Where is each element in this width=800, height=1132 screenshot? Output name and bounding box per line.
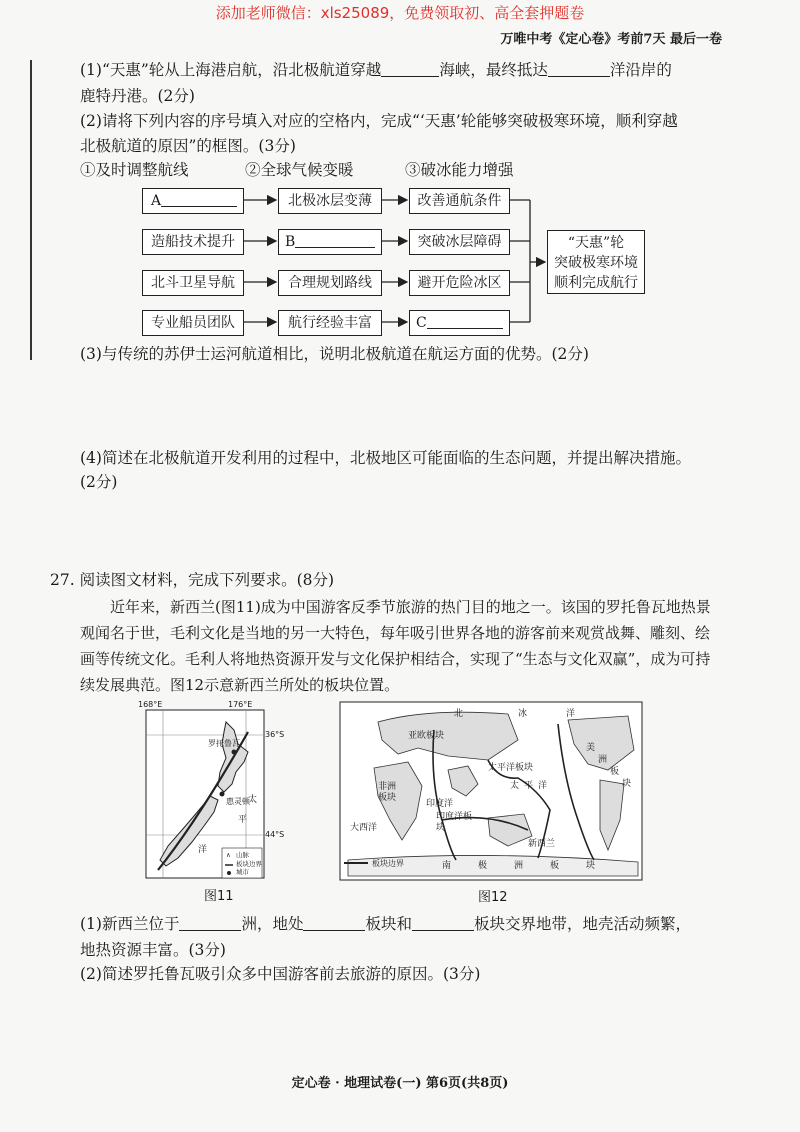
q26-p1-text-a: (1)“天惠”轮从上海港启航，沿北极航道穿越 [80, 61, 382, 79]
q26-option-1: ①及时调整航线 [80, 161, 189, 179]
figure-12 [338, 700, 648, 904]
label-pacific-1: 太 [510, 781, 520, 791]
q27-part2: (2)简述罗托鲁瓦吸引众多中国游客前去旅游的原因。(3分) [80, 965, 481, 983]
reason-diagram [0, 0, 800, 360]
label-atlantic: 大西洋 [350, 823, 378, 833]
result-line-2: 突破极寒环境 [554, 255, 638, 271]
box-shipbuilding: 造船技术提升 [142, 229, 244, 255]
q27-part1-line2: 地热资源丰富。(3分) [80, 941, 226, 959]
label-america-4: 块 [622, 779, 632, 789]
page-footer: 定心卷 · 地理试卷(一) 第6页(共8页) [291, 1076, 509, 1091]
label-pacific-2: 平 [524, 781, 534, 791]
box-break-ice: 突破冰层障碍 [409, 229, 510, 255]
box-avoid-ice: 避开危险冰区 [409, 270, 510, 296]
label-antarctic-3: 洲 [514, 861, 524, 871]
box-a[interactable] [142, 188, 244, 214]
watermark-text: 添加老师微信：xls25089，免费领取初、高全套押题卷 [215, 4, 585, 22]
q26-p1-text-b: 海峡，最终抵达 [439, 61, 548, 79]
q26-part3: (3)与传统的苏伊士运河航道相比，说明北极航道在航运方面的优势。(2分) [80, 345, 589, 363]
label-america-2: 洲 [598, 755, 608, 765]
diagram-connectors [0, 0, 800, 360]
box-ice-thinning: 北极冰层变薄 [278, 188, 382, 214]
box-crew: 专业船员团队 [142, 310, 244, 336]
map-label-rotorua: 罗托鲁瓦 [208, 739, 240, 748]
header-title: 万唯中考《定心卷》考前7天 最后一卷 [500, 32, 722, 47]
q26-part1-line2: 鹿特丹港。(2分) [80, 87, 195, 105]
label-new-zealand: 新西兰 [528, 839, 556, 849]
map-label-pacific-1: 太 [248, 795, 258, 805]
label-pacific-plate: 太平洋板块 [488, 763, 534, 773]
lon-label-1: 168°E [138, 700, 163, 709]
label-arctic-1: 北 [454, 709, 464, 719]
legend-plate-boundary: 板块边界 [236, 860, 262, 868]
q27-material: 近年来，新西兰(图11)成为中国游客反季节旅游的热门目的地之一。该国的罗托鲁瓦地热景观闻名于世，毛利文化是当地的另一大特色，每年吸引世界各地的游客前来观赏战舞、雕刻、绘画等传统文化。毛利人将地热资源开发与文化保护相结合，实现了“生态与文化双赢”，成为可持续发展典范。图12示意新西兰所处的板块位置。 [80, 598, 711, 694]
label-arctic-3: 洋 [566, 709, 576, 719]
q26-option-2: ②全球气候变暖 [245, 161, 354, 179]
box-c-label: C [416, 315, 427, 331]
q26-part4-line1: (4)简述在北极航道开发利用的过程中，北极地区可能面临的生态问题，并提出解决措施。 [80, 449, 691, 467]
map-label-wellington: 惠灵顿 [226, 797, 250, 806]
q27-title: 27. 阅读图文材料，完成下列要求。(8分) [50, 571, 335, 589]
q27-p1-text-a: (1)新西兰位于 [80, 915, 180, 933]
new-zealand-map [138, 700, 298, 882]
label-antarctic-5: 块 [586, 861, 596, 871]
figure-11 [138, 700, 298, 904]
answer-blank[interactable] [427, 314, 503, 329]
label-arctic-2: 冰 [518, 709, 528, 719]
answer-blank[interactable] [412, 912, 474, 931]
result-line-1: “天惠”轮 [567, 235, 625, 251]
map-label-pacific-2: 平 [238, 815, 248, 825]
box-b-label: B [285, 234, 296, 250]
q27-part1-line1 [80, 910, 691, 938]
lon-label-2: 176°E [228, 700, 253, 709]
box-result [547, 230, 645, 294]
label-antarctic-2: 极 [478, 861, 488, 871]
box-a-label: A [151, 193, 162, 209]
figure-11-caption: 图11 [204, 889, 234, 904]
q26-part2-line2: 北极航道的原因”的框图。(3分) [80, 137, 296, 155]
figure-12-caption: 图12 [478, 890, 508, 905]
label-pacific-3: 洋 [538, 781, 548, 791]
box-c[interactable] [409, 310, 510, 336]
label-antarctic-1: 南 [442, 861, 452, 871]
answer-blank[interactable] [161, 192, 237, 207]
q27-p1-text-b: 洲，地处 [241, 915, 304, 933]
box-route-planning: 合理规划路线 [278, 270, 382, 296]
answer-blank[interactable] [179, 912, 241, 931]
map-label-pacific-3: 洋 [198, 845, 208, 855]
box-b[interactable] [278, 229, 382, 255]
q26-part4-line2: (2分) [80, 473, 118, 491]
box-experience: 航行经验丰富 [278, 310, 382, 336]
legend-plate-boundary: 板块边界 [372, 859, 404, 868]
legend-city: 城市 [236, 868, 249, 876]
answer-blank[interactable] [295, 233, 375, 248]
q26-part2-line1: (2)请将下列内容的序号填入对应的空格内，完成“‘天惠’轮能够突破极寒环境，顺利穿越 [80, 112, 678, 130]
q26-p1-text-c: 洋沿岸的 [609, 61, 672, 79]
label-antarctic-4: 板 [550, 861, 560, 871]
answer-blank[interactable] [303, 912, 365, 931]
lat-label-1: 36°S [265, 730, 285, 739]
label-america-3: 板 [610, 767, 620, 777]
label-america-1: 美 [586, 743, 596, 753]
svg-text:∧: ∧ [226, 851, 231, 859]
q26-option-3: ③破冰能力增强 [405, 161, 514, 179]
box-navigation-conditions: 改善通航条件 [409, 188, 510, 214]
q27-p1-text-d: 板块交界地带，地壳活动频繁， [474, 915, 692, 933]
legend-mountain: 山脉 [236, 851, 249, 859]
q27-p1-text-c: 板块和 [365, 915, 412, 933]
label-indian-ocean: 印度洋 [426, 799, 454, 809]
label-african-plate: 非洲板块 [378, 782, 397, 803]
result-line-3: 顺利完成航行 [554, 275, 638, 291]
lat-label-2: 44°S [265, 830, 285, 839]
box-beidou: 北斗卫星导航 [142, 270, 244, 296]
label-indian-plate: 印度洋板块 [436, 812, 473, 833]
label-eurasian-plate: 亚欧板块 [408, 731, 445, 741]
